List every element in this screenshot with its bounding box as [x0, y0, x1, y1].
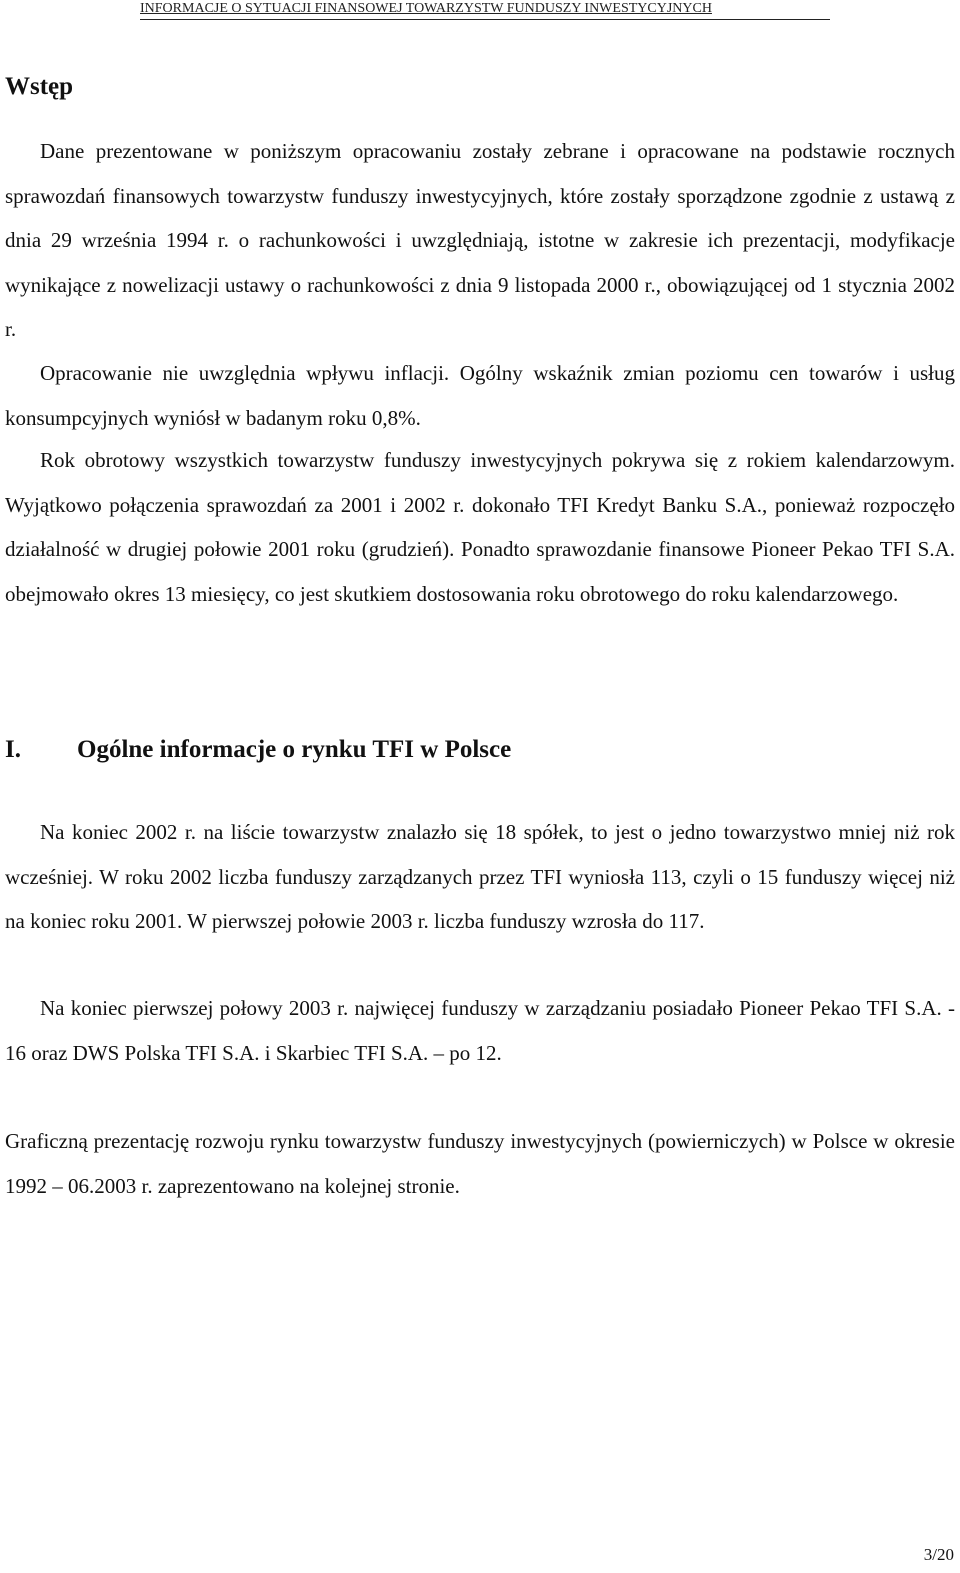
section-1-number: I.: [5, 736, 21, 763]
intro-paragraph-1: Dane prezentowane w poniższym opracowaniu zostały zebrane i opracowane na podstawie rocznych sprawozdań finansowych towarzystw funduszy inwestycyjnych, które zostały sporządzone zgodnie z ustawą z dnia 29 września 1994 r. o rachunkowości i uwzględniają, istotne w zakresie ich prezentacji, modyfikacje wynikające z nowelizacji ustawy o rachunkowości z dnia 9 listopada 2000 r., obowiązującej od 1 stycznia 2002 r.: [5, 139, 955, 341]
intro-paragraph-3: Rok obrotowy wszystkich towarzystw funduszy inwestycyjnych pokrywa się z rokiem kalendarzowym. Wyjątkowo połączenia sprawozdań za 2001 i 2002 r. dokonało TFI Kredyt Banku S.A., ponieważ rozpoczęło działalność w drugiej połowie 2001 roku (grudzień). Ponadto sprawozdanie finansowe Pioneer Pekao TFI S.A. obejmowało okres 13 miesięcy, co jest skutkiem dostosowania roku obrotowego do roku kalendarzowego.: [5, 448, 955, 606]
section-1-heading: [5, 735, 511, 765]
running-header: INFORMACJE O SYTUACJI FINANSOWEJ TOWARZYSTW FUNDUSZY INWESTYCYJNYCH: [140, 1, 712, 16]
section-1-paragraph-3: Graficzną prezentację rozwoju rynku towarzystw funduszy inwestycyjnych (powierniczych) w Polsce w okresie 1992 – 06.2003 r. zaprezentowano na kolejnej stronie.: [5, 1129, 955, 1198]
page-number: 3/20: [923, 1545, 954, 1564]
intro-paragraph-2: Opracowanie nie uwzględnia wpływu inflacji. Ogólny wskaźnik zmian poziomu cen towarów i usług konsumpcyjnych wyniósł w badanym roku 0,8%.: [5, 361, 955, 430]
section-1-paragraph-2: Na koniec pierwszej połowy 2003 r. najwięcej funduszy w zarządzaniu posiadało Pioneer Pekao TFI S.A. - 16 oraz DWS Polska TFI S.A. i Skarbiec TFI S.A. – po 12.: [5, 996, 955, 1065]
section-1-paragraph-1: Na koniec 2002 r. na liście towarzystw znalazło się 18 spółek, to jest o jedno towarzystwo mniej niż rok wcześniej. W roku 2002 liczba funduszy zarządzanych przez TFI wyniosła 113, czyli o 15 funduszy więcej niż na koniec roku 2001. W pierwszej połowie 2003 r. liczba funduszy wzrosła do 117.: [5, 820, 955, 933]
section-1-title: Ogólne informacje o rynku TFI w Polsce: [77, 736, 512, 763]
header-divider: [140, 19, 830, 20]
intro-heading: Wstęp: [5, 73, 74, 100]
